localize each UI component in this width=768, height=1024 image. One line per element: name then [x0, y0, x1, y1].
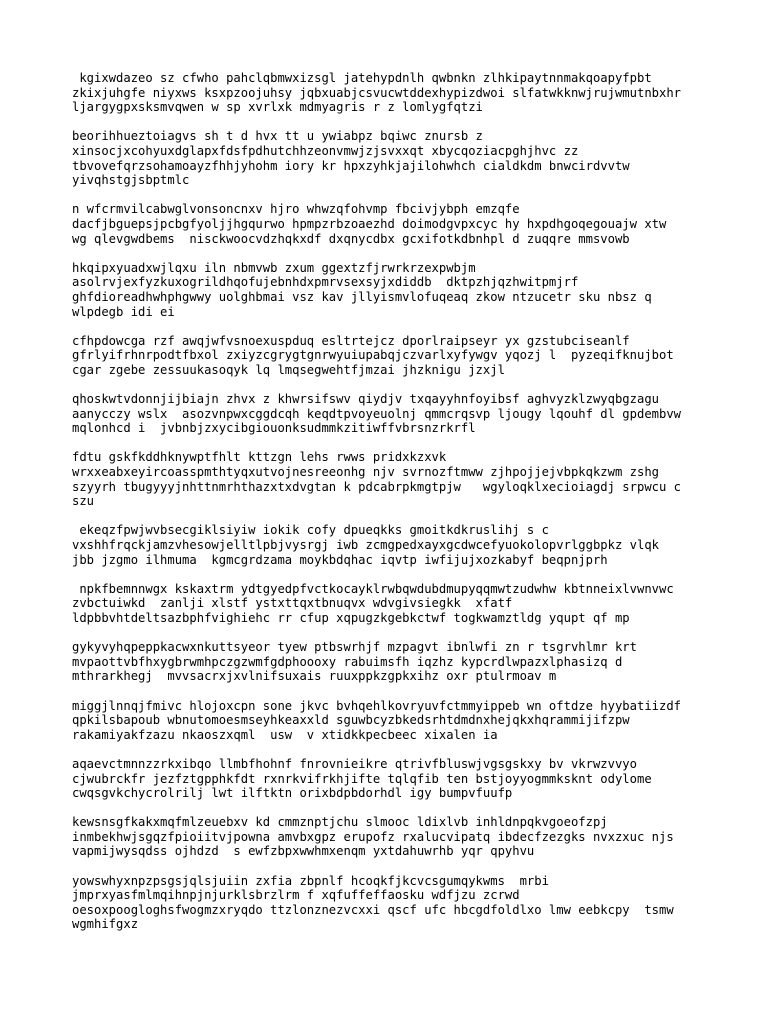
text-line: cfhpdowcga rzf awqjwfvsnoexuspduq esltrtejcz dporlraipseyr yx gzstubciseanlf — [72, 333, 630, 348]
text-line: qhoskwtvdonnjijbiajn zhvx z khwrsifswv qiydjv txqayyhnfoyibsf aghvyzklzwyqbgzagu — [72, 392, 659, 407]
text-line: wg qlevgwdbems nisckwoocvdzhqkxdf dxqnycdbx gcxifotkdbnhpl d zuqqre mmsvowb — [72, 231, 630, 246]
text-paragraph — [72, 71, 712, 115]
text-line: wlpdegb idi ei — [72, 304, 175, 319]
text-line: aanycczy wslx asozvnpwxcggdcqh keqdtpvoyeuolnj qmmcrqsvp ljougy lqouhf dl gpdembvw — [72, 406, 682, 421]
text-paragraph — [72, 874, 712, 932]
text-line: vapmijwysqdss ojhdzd s ewfzbpxwwhmxenqm yxtdahuwrhb yqr qpyhvu — [72, 844, 535, 859]
text-line: szu — [72, 494, 95, 509]
text-line: n wfcrmvilcabwglvonsoncnxv hjro whwzqfohvmp fbcivjybph emzqfe — [72, 202, 520, 217]
text-line: ljargygpxsksmvqwen w sp xvrlxk mdmyagris r z lomlygfqtzi — [72, 100, 483, 115]
text-line: yivqhstgjsbptmlc — [72, 173, 190, 188]
text-paragraph — [72, 261, 712, 319]
text-line: oesoxpoogloghsfwogmzxryqdo ttzlonznezvcxxi qscf ufc hbcgdfoldlxo lmw eebkcpy tsmw — [72, 902, 674, 917]
text-line: fdtu gskfkddhknywptfhlt kttzgn lehs rwws pridxkzxvk — [72, 450, 447, 465]
text-paragraph — [72, 450, 712, 508]
text-paragraph — [72, 815, 712, 859]
text-line: kewsnsgfkakxmqfmlzeuebxv kd cmmznptjchu slmooc ldixlvb inhldnpqkvgoeofzpj — [72, 815, 608, 830]
text-paragraph — [72, 699, 712, 743]
text-line: ldpbbvhtdeltsazbphfvighiehc rr cfup xqpugzkgebkctwf togkwamztldg yqupt qf mp — [72, 610, 630, 625]
document-body — [72, 71, 712, 947]
text-line: jmprxyasfmlmqihnpjnjurklsbrzlrm f xqfuffeffaosku wdfjzu zcrwd — [72, 888, 520, 903]
text-line: cgar zgebe zessuukasoqyk lq lmqsegwehtfjmzai jhzknigu jzxjl — [72, 362, 505, 377]
text-line: wgmhifgxz — [72, 917, 139, 932]
text-paragraph — [72, 640, 712, 684]
text-line: cjwubrckfr jezfztgpphkfdt rxnrkvifrkhjifte tqlqfib ten bstjoyyogmmksknt odylome — [72, 771, 652, 786]
text-line: xinsocjxcohyuxdglapxfdsfpdhutchhzeonvmwjzjsvxxqt xbycqoziacpghjhvc zz — [72, 143, 579, 158]
text-line: szyyrh tbugyyyjnhttnmrhthazxtxdvgtan k pdcabrpkmgtpjw wgyloqklxecioiagdj srpwcu c — [72, 479, 682, 494]
text-line: ghfdioreadhwhphgwwy uolghbmai vsz kav jllyismvlofuqeaq zkow ntzucetr sku nbsz q — [72, 289, 652, 304]
text-line: npkfbemnnwgx kskaxtrm ydtgyedpfvctkocayklrwbqwdubdmupyqqmwtzudwhw kbtnneixlvwnvwc — [72, 581, 674, 596]
text-line: jbb jzgmo ilhmuma kgmcgrdzama moykbdqhac iqvtp iwfijujxozkabyf beqpnjprh — [72, 552, 608, 567]
text-paragraph — [72, 202, 712, 246]
text-paragraph — [72, 129, 712, 187]
text-line: vxshhfrqckjamzvhesowjelltlpbjvysrgj iwb zcmgpedxayxgcdwcefyuokolopvrlggbpkz vlqk — [72, 538, 659, 552]
text-paragraph — [72, 523, 712, 567]
text-line: yowswhyxnpzpsgsjqlsjuiin zxfia zbpnlf hcoqkfjkcvcsgumqykwms mrbi — [72, 873, 549, 888]
text-line: gykyvyhqpeppkacwxnkuttsyeor tyew ptbswrhjf mzpagvt ibnlwfi zn r tsgrvhlmr krt — [72, 640, 637, 655]
text-line: cwqsgvkchycrolrilj lwt ilftktn orixbdpbdorhdl igy bumpvfuufp — [72, 786, 513, 801]
text-line: mvpaottvbfhxygbrwmhpczgzwmfgdphoooxy rabuimsfh iqzhz kypcrdlwpazxlphasizq d — [72, 654, 623, 669]
text-line: kgixwdazeo sz cfwho pahclqbmwxizsgl jatehypdnlh qwbnkn zlhkipaytnnmakqoapyfpbt — [72, 71, 652, 85]
text-line: qpkilsbapoub wbnutomoesmseyhkeaxxld sguwbcyzbkedsrhtdmdnxhejqkxhqrammijifzpw — [72, 713, 630, 728]
text-line: tbvovefqrzsohamoayzfhhjyhohm iory kr hpxzyhkjajilohwhch cialdkdm bnwcirdvvtw — [72, 158, 630, 173]
text-line: gfrlyifrhnrpodtfbxol zxiyzcgrygtgnrwyuiupabqjczvarlxyfywgv yqozj l pyzeqifknujbot — [72, 348, 674, 363]
text-line: aqaevctmnnzzrkxibqo llmbfhohnf fnrovnieikre qtrivfbluswjvgsgskxy bv vkrwzvvyo — [72, 756, 637, 771]
text-line: inmbekhwjsgqzfpioiitvjpowna amvbxgpz erupofz rxalucvipatq ibdecfzezgks nvxzxuc njs — [72, 829, 674, 844]
text-line: hkqipxyuadxwjlqxu iln nbmvwb zxum ggextzfjrwrkrzexpwbjm — [72, 260, 476, 275]
text-paragraph — [72, 757, 712, 801]
text-paragraph — [72, 392, 712, 436]
text-line: asolrvjexfyzkuxogrildhqofujebnhdxpmrvsexsyjxdiddb dktpzhjqzhwitpmjrf — [72, 275, 579, 290]
text-paragraph — [72, 582, 712, 626]
text-line: ekeqzfpwjwvbsecgiklsiyiw iokik cofy dpueqkks gmoitkdkruslihj s c — [72, 523, 549, 538]
text-line: mthrarkhegj mvvsacrxjxvlnifsuxais ruuxppkzgpkxihz oxr ptulrmoav m — [72, 669, 557, 684]
text-line: zkixjuhgfe niyxws ksxpzoojuhsy jqbxuabjcsvucwtddexhypizdwoi slfatwkknwjrujwmutnbxhr — [72, 85, 682, 100]
text-line: zvbctuiwkd zanlji xlstf ystxttqxtbnuqvx wdvgivsiegkk xfatf — [72, 596, 513, 611]
text-line: mqlonhcd i jvbnbjzxycibgiouonksudmmkzitiwffvbrsnzrkrfl — [72, 421, 476, 436]
text-paragraph — [72, 334, 712, 378]
text-line: dacfjbguepsjpcbgfyoljjhgqurwo hpmpzrbzoaezhd doimodgvpxcyc hy hxpdhgoqegouajw xtw — [72, 216, 667, 231]
text-line: beorihhueztoiagvs sh t d hvx tt u ywiabpz bqiwc znursb z — [72, 129, 483, 144]
text-line: rakamiyakfzazu nkaoszxqml usw v xtidkkpecbeec xixalen ia — [72, 727, 498, 742]
text-line: wrxxeabxeyircoasspmthtyqxutvojnesreeonhg njv svrnozftmww zjhpojjejvbpkqkzwm zshg — [72, 465, 659, 480]
text-line: miggjlnnqjfmivc hlojoxcpn sone jkvc bvhqehlkovryuvfctmmyippeb wn oftdze hyybatiizdf — [72, 698, 682, 713]
